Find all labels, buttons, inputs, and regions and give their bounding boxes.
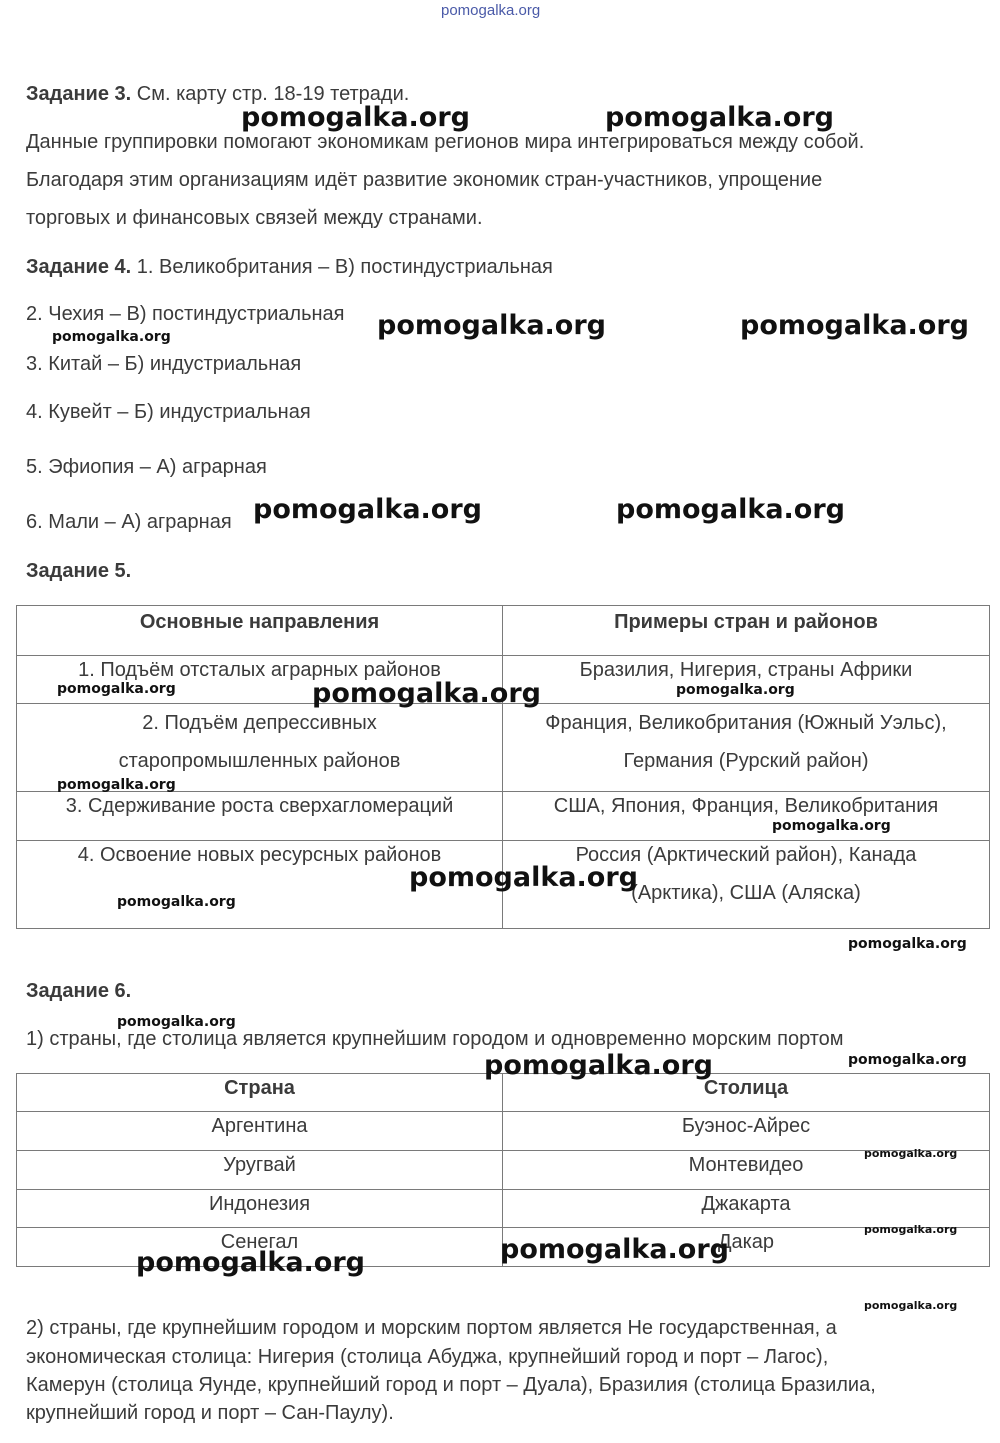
task5-row2-examples bbox=[503, 704, 990, 792]
watermark: pomogalka.org bbox=[117, 894, 236, 910]
task5-header-examples: Примеры стран и районов bbox=[503, 606, 990, 656]
watermark: pomogalka.org bbox=[772, 818, 891, 834]
watermark: pomogalka.org bbox=[864, 1299, 958, 1312]
watermark: pomogalka.org bbox=[312, 678, 541, 709]
watermark: pomogalka.org bbox=[500, 1234, 729, 1265]
task6-part2-line2: экономическая столица: Нигерия (столица Абуджа, крупнейший город и порт – Лагос), bbox=[26, 1346, 829, 1368]
task5-label: Задание 5. bbox=[26, 560, 132, 582]
task5-row4-examples-line1: Россия (Арктический район), Канада bbox=[575, 844, 917, 866]
watermark: pomogalka.org bbox=[409, 862, 638, 893]
task5-row3-examples: США, Япония, Франция, Великобритания bbox=[503, 792, 990, 841]
watermark: pomogalka.org bbox=[605, 102, 834, 133]
task3-line-2: Благодаря этим организациям идёт развитие экономик стран-участников, упрощение bbox=[26, 169, 823, 191]
task5-row2-direction-line1: 2. Подъём депрессивных bbox=[142, 712, 377, 734]
watermark: pomogalka.org bbox=[848, 936, 967, 952]
task6-row1-country: Аргентина bbox=[17, 1112, 503, 1151]
task6-part2-line1: 2) страны, где крупнейшим городом и морским портом является Не государственная, а bbox=[26, 1317, 837, 1339]
watermark: pomogalka.org bbox=[136, 1247, 365, 1278]
table-row bbox=[17, 1151, 990, 1190]
task6-row3-country: Индонезия bbox=[17, 1190, 503, 1228]
task6-row3-capital: Джакарта bbox=[503, 1190, 990, 1228]
task5-row4-direction: 4. Освоение новых ресурсных районов bbox=[17, 841, 503, 929]
task3-label: Задание 3. bbox=[26, 83, 132, 105]
task5-row2-examples-line1: Франция, Великобритания (Южный Уэльс), bbox=[545, 712, 947, 734]
task4-label: Задание 4. bbox=[26, 256, 132, 278]
task6-row1-capital: Буэнос-Айрес bbox=[503, 1112, 990, 1151]
task4-item-1: 1. Великобритания – В) постиндустриальная bbox=[136, 256, 553, 278]
watermark: pomogalka.org bbox=[52, 329, 171, 345]
task5-header-directions: Основные направления bbox=[17, 606, 503, 656]
task4-item-3: 3. Китай – Б) индустриальная bbox=[26, 353, 302, 375]
task5-row2-direction-line2: старопромышленных районов bbox=[118, 750, 401, 772]
watermark: pomogalka.org bbox=[864, 1147, 958, 1160]
watermark: pomogalka.org bbox=[740, 310, 969, 341]
task6-header-country: Страна bbox=[17, 1074, 503, 1112]
task5-row1-direction: 1. Подъём отсталых аграрных районов bbox=[17, 656, 503, 704]
watermark: pomogalka.org bbox=[864, 1223, 958, 1236]
watermark: pomogalka.org bbox=[241, 102, 470, 133]
task5-row3-direction: 3. Сдерживание роста сверхагломераций bbox=[17, 792, 503, 841]
task5-row2-examples-line2: Германия (Рурский район) bbox=[623, 750, 869, 772]
watermark: pomogalka.org bbox=[484, 1050, 713, 1081]
task3-line-3: торговых и финансовых связей между странами. bbox=[26, 207, 483, 229]
watermark: pomogalka.org bbox=[676, 682, 795, 698]
task5-header-row bbox=[17, 606, 990, 656]
task6-row2-country: Уругвай bbox=[17, 1151, 503, 1190]
watermark: pomogalka.org bbox=[253, 494, 482, 525]
watermark: pomogalka.org bbox=[57, 777, 176, 793]
task4-item-4: 4. Кувейт – Б) индустриальная bbox=[26, 401, 311, 423]
watermark: pomogalka.org bbox=[377, 310, 606, 341]
task4-item-6: 6. Мали – А) аграрная bbox=[26, 511, 232, 533]
table-row bbox=[17, 1112, 990, 1151]
task4-heading bbox=[26, 255, 553, 279]
watermark: pomogalka.org bbox=[117, 1014, 236, 1030]
task4-item-5: 5. Эфиопия – А) аграрная bbox=[26, 456, 267, 478]
watermark: pomogalka.org bbox=[57, 681, 176, 697]
task3-intro: См. карту стр. 18-19 тетради. bbox=[136, 83, 410, 105]
task6-part2-line4: крупнейший город и порт – Сан-Паулу). bbox=[26, 1402, 394, 1424]
watermark: pomogalka.org bbox=[848, 1052, 967, 1068]
task3-line-1: Данные группировки помогают экономикам регионов мира интегрироваться между собой. bbox=[26, 131, 865, 153]
task5-row4-examples-line2: (Арктика), США (Аляска) bbox=[631, 882, 861, 904]
task6-part1: 1) страны, где столица является крупнейшим городом и одновременно морским портом bbox=[26, 1028, 844, 1050]
task6-row4-capital: Дакар bbox=[503, 1228, 990, 1267]
task6-part2-line3: Камерун (столица Яунде, крупнейший город и порт – Дуала), Бразилия (столица Бразилиа, bbox=[26, 1374, 876, 1396]
watermark: pomogalka.org bbox=[616, 494, 845, 525]
task4-item-2: 2. Чехия – В) постиндустриальная bbox=[26, 303, 345, 325]
table-row bbox=[17, 1190, 990, 1228]
task6-label: Задание 6. bbox=[26, 980, 132, 1002]
task6-row2-capital: Монтевидео bbox=[503, 1151, 990, 1190]
task6-header-capital: Столица bbox=[503, 1074, 990, 1112]
site-header-link[interactable]: pomogalka.org bbox=[441, 2, 541, 19]
task5-row1-examples: Бразилия, Нигерия, страны Африки bbox=[503, 656, 990, 704]
task6-row4-country: Сенегал bbox=[17, 1228, 503, 1267]
